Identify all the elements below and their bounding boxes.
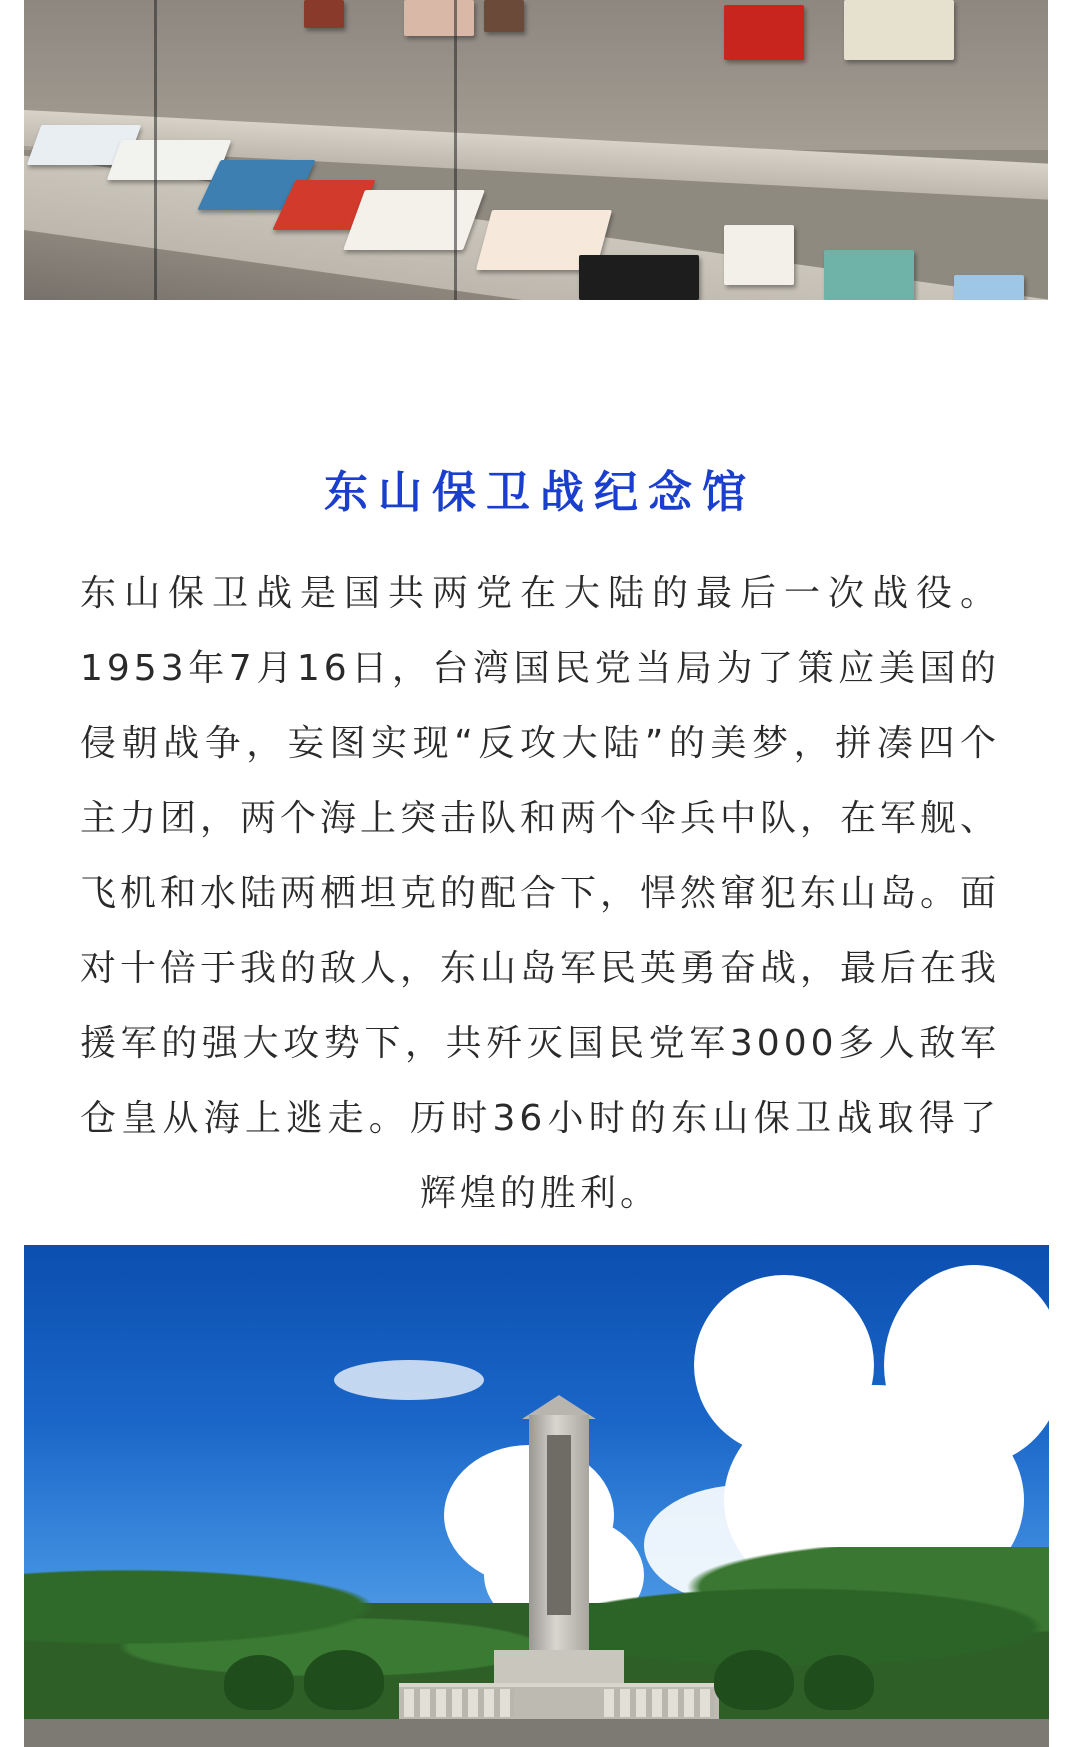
book: [724, 5, 804, 60]
stone-railing: [404, 1689, 514, 1717]
book: [724, 225, 794, 285]
section-title: 东山保卫战纪念馆: [324, 467, 756, 518]
cloud: [884, 1265, 1049, 1465]
stone-railing: [604, 1689, 714, 1717]
hedge-bush: [224, 1655, 294, 1710]
exhibit-photo: [24, 0, 1048, 300]
hedge-bush: [714, 1650, 794, 1710]
hedge-bush: [804, 1655, 874, 1710]
book: [484, 0, 524, 32]
book: [107, 140, 232, 180]
book: [844, 0, 954, 60]
book: [954, 275, 1024, 300]
obelisk-inscription: [547, 1435, 571, 1615]
book: [824, 250, 914, 300]
book: [343, 190, 485, 250]
book: [404, 0, 474, 36]
ground: [24, 1719, 1049, 1747]
section-paragraph: 东山保卫战是国共两党在大陆的最后一次战役。1953年7月16日，台湾国民党当局为了策应美国的侵朝战争，妄图实现“反攻大陆”的美梦，拼凑四个主力团，两个海上突击队和两个伞兵中队，在军舰、飞机和水陆两栖坦克的配合下，悍然窜犯东山岛。面对十倍于我的敌人，东山岛军民英勇奋战，最后在我援军的强大攻势下，共歼灭国民党军3000多人敌军仓皇从海上逃走。历时36小时的东山保卫战取得了辉煌的胜利。: [80, 573, 1001, 1214]
hedge-bush: [304, 1650, 384, 1710]
book: [304, 0, 344, 28]
glass-edge: [154, 0, 157, 300]
cloud: [334, 1360, 484, 1400]
monument-photo: [24, 1245, 1049, 1747]
glass-edge: [454, 0, 457, 300]
book: [579, 255, 699, 300]
